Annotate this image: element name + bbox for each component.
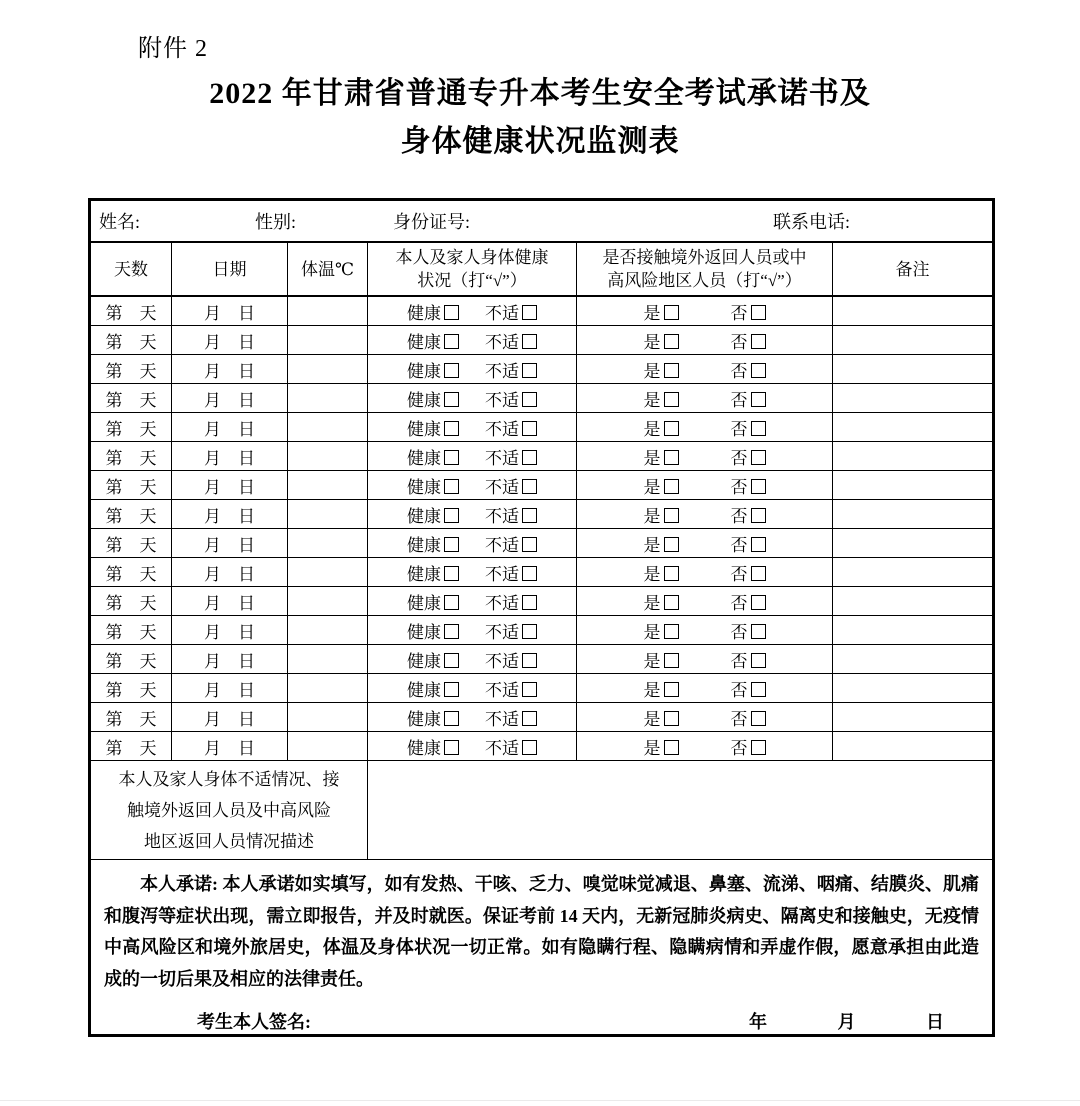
table-data-section: [90, 296, 994, 761]
contact-no-checkbox: [751, 450, 766, 465]
note-cell: [833, 587, 994, 616]
note-cell: [833, 471, 994, 500]
health-ok-label: 健康: [407, 448, 441, 468]
description-line3: 地区返回人员情况描述: [144, 831, 314, 851]
monitor-row: [90, 500, 994, 529]
monitor-row: [90, 674, 994, 703]
health-ok-checkbox: [444, 711, 459, 726]
day-cell: 第 天: [90, 674, 172, 703]
contact-no-label: 否: [730, 593, 748, 613]
day-cell: 第 天: [90, 471, 172, 500]
health-ok-label: 健康: [407, 738, 441, 758]
day-cell: 第 天: [90, 558, 172, 587]
date-cell: 月 日: [172, 645, 288, 674]
health-ok-checkbox: [444, 479, 459, 494]
note-cell: [833, 674, 994, 703]
contact-no-label: 否: [730, 506, 748, 526]
health-monitor-table: [88, 198, 995, 1037]
contact-no-checkbox: [751, 334, 766, 349]
note-cell: [833, 442, 994, 471]
info-cell: [90, 200, 994, 243]
contact-no-label: 否: [730, 332, 748, 352]
contact-risk-cell: [577, 500, 833, 529]
contact-no-checkbox: [751, 421, 766, 436]
temperature-cell: [288, 587, 368, 616]
health-status-cell: [368, 587, 577, 616]
day-cell: 第 天: [90, 442, 172, 471]
health-bad-checkbox: [522, 334, 537, 349]
date-cell: 月 日: [172, 296, 288, 326]
health-ok-label: 健康: [407, 709, 441, 729]
contact-risk-cell: [577, 529, 833, 558]
health-bad-checkbox: [522, 450, 537, 465]
description-label-cell: [90, 761, 368, 860]
health-ok-checkbox: [444, 740, 459, 755]
monitor-row: [90, 471, 994, 500]
contact-no-label: 否: [730, 390, 748, 410]
note-cell: [833, 529, 994, 558]
page-bottom-edge: [0, 1100, 1080, 1101]
title-line-2: 身体健康状况监测表: [400, 125, 680, 158]
commitment-text: 本人承诺: 本人承诺如实填写，如有发热、干咳、乏力、嗅觉味觉减退、鼻塞、流涕、咽痛、结膜炎、肌痛和腹泻等症状出现，需立即报告，并及时就医。保证考前 14 天内，无新冠肺炎病史、隔离史和接触史，无疫情中高风险区和境外旅居史，体温及身体状况一切正常。如有隐瞒行程、隐瞒病情和弄虚作假，愿意承担由此造成的一切后果及相应的法律责任。: [104, 874, 979, 989]
contact-no-checkbox: [751, 566, 766, 581]
contact-yes-label: 是: [643, 651, 661, 671]
contact-no-checkbox: [751, 479, 766, 494]
monitor-row: [90, 732, 994, 761]
description-blank-area: [368, 761, 994, 860]
contact-yes-label: 是: [643, 709, 661, 729]
contact-no-checkbox: [751, 363, 766, 378]
phone-label: 联系电话:: [773, 212, 851, 232]
contact-no-checkbox: [751, 392, 766, 407]
contact-yes-label: 是: [643, 506, 661, 526]
note-cell: [833, 616, 994, 645]
health-status-cell: [368, 355, 577, 384]
contact-risk-cell: [577, 587, 833, 616]
health-bad-checkbox: [522, 421, 537, 436]
day-cell: 第 天: [90, 500, 172, 529]
contact-risk-cell: [577, 384, 833, 413]
health-ok-label: 健康: [407, 361, 441, 381]
header-contact-risk: [577, 242, 833, 296]
note-cell: [833, 645, 994, 674]
contact-yes-checkbox: [664, 392, 679, 407]
health-ok-checkbox: [444, 334, 459, 349]
health-status-cell: [368, 732, 577, 761]
day-label: 日: [926, 1012, 944, 1032]
note-cell: [833, 384, 994, 413]
header-day: 天数: [90, 242, 172, 296]
contact-yes-checkbox: [664, 711, 679, 726]
health-ok-checkbox: [444, 392, 459, 407]
monitor-row: [90, 529, 994, 558]
contact-no-label: 否: [730, 361, 748, 381]
contact-yes-label: 是: [643, 448, 661, 468]
monitor-row: [90, 442, 994, 471]
note-cell: [833, 558, 994, 587]
day-cell: 第 天: [90, 355, 172, 384]
health-bad-label: 不适: [485, 506, 519, 526]
health-bad-label: 不适: [485, 680, 519, 700]
health-ok-label: 健康: [407, 622, 441, 642]
contact-yes-label: 是: [643, 680, 661, 700]
health-bad-label: 不适: [485, 448, 519, 468]
health-bad-label: 不适: [485, 738, 519, 758]
health-bad-checkbox: [522, 392, 537, 407]
month-label: 月: [837, 1012, 856, 1032]
health-ok-label: 健康: [407, 651, 441, 671]
temperature-cell: [288, 442, 368, 471]
contact-yes-checkbox: [664, 479, 679, 494]
year-label: 年: [749, 1012, 767, 1032]
contact-no-label: 否: [730, 535, 748, 555]
contact-yes-checkbox: [664, 508, 679, 523]
health-bad-checkbox: [522, 537, 537, 552]
health-bad-checkbox: [522, 479, 537, 494]
health-bad-label: 不适: [485, 477, 519, 497]
temperature-cell: [288, 471, 368, 500]
contact-yes-label: 是: [643, 477, 661, 497]
day-cell: 第 天: [90, 413, 172, 442]
contact-risk-cell: [577, 326, 833, 355]
health-ok-label: 健康: [407, 390, 441, 410]
contact-no-label: 否: [730, 651, 748, 671]
header-contact-line1: 是否接触境外返回人员或中: [602, 248, 807, 267]
contact-yes-checkbox: [664, 653, 679, 668]
date-cell: 月 日: [172, 587, 288, 616]
health-ok-checkbox: [444, 566, 459, 581]
contact-risk-cell: [577, 732, 833, 761]
health-status-cell: [368, 296, 577, 326]
monitor-row: [90, 296, 994, 326]
temperature-cell: [288, 529, 368, 558]
contact-risk-cell: [577, 413, 833, 442]
health-bad-checkbox: [522, 595, 537, 610]
monitor-row: [90, 355, 994, 384]
contact-no-checkbox: [751, 682, 766, 697]
header-date: 日期: [172, 242, 288, 296]
health-bad-label: 不适: [485, 361, 519, 381]
contact-yes-checkbox: [664, 682, 679, 697]
contact-yes-checkbox: [664, 450, 679, 465]
health-status-cell: [368, 442, 577, 471]
health-status-cell: [368, 674, 577, 703]
header-health-status: [368, 242, 577, 296]
health-ok-label: 健康: [407, 506, 441, 526]
contact-risk-cell: [577, 296, 833, 326]
health-status-cell: [368, 529, 577, 558]
monitor-row: [90, 616, 994, 645]
health-bad-label: 不适: [485, 419, 519, 439]
signature-date: [749, 1008, 944, 1034]
contact-no-label: 否: [730, 448, 748, 468]
contact-no-label: 否: [730, 303, 748, 323]
health-ok-checkbox: [444, 363, 459, 378]
health-bad-checkbox: [522, 624, 537, 639]
date-cell: 月 日: [172, 529, 288, 558]
commitment-cell: [90, 860, 994, 1036]
health-bad-checkbox: [522, 711, 537, 726]
contact-yes-label: 是: [643, 738, 661, 758]
date-cell: 月 日: [172, 558, 288, 587]
header-contact-line2: 高风险地区人员（打“√”）: [607, 271, 802, 290]
header-temperature: 体温℃: [288, 242, 368, 296]
contact-yes-label: 是: [643, 622, 661, 642]
health-bad-checkbox: [522, 682, 537, 697]
day-cell: 第 天: [90, 529, 172, 558]
monitor-row: [90, 558, 994, 587]
temperature-cell: [288, 355, 368, 384]
commitment-row: [90, 860, 994, 1036]
health-status-cell: [368, 471, 577, 500]
temperature-cell: [288, 558, 368, 587]
contact-no-label: 否: [730, 419, 748, 439]
contact-no-checkbox: [751, 305, 766, 320]
temperature-cell: [288, 500, 368, 529]
header-note: 备注: [833, 242, 994, 296]
temperature-cell: [288, 645, 368, 674]
note-cell: [833, 413, 994, 442]
contact-no-checkbox: [751, 595, 766, 610]
health-bad-checkbox: [522, 508, 537, 523]
date-cell: 月 日: [172, 732, 288, 761]
contact-no-checkbox: [751, 537, 766, 552]
contact-risk-cell: [577, 471, 833, 500]
health-ok-label: 健康: [407, 419, 441, 439]
date-cell: 月 日: [172, 326, 288, 355]
day-cell: 第 天: [90, 703, 172, 732]
health-ok-checkbox: [444, 537, 459, 552]
health-bad-label: 不适: [485, 390, 519, 410]
contact-risk-cell: [577, 703, 833, 732]
health-bad-checkbox: [522, 566, 537, 581]
health-status-cell: [368, 703, 577, 732]
health-ok-checkbox: [444, 682, 459, 697]
title-line-1: 2022 年甘肃省普通专升本考生安全考试承诺书及: [209, 77, 871, 110]
monitor-row: [90, 413, 994, 442]
date-cell: 月 日: [172, 500, 288, 529]
health-ok-checkbox: [444, 450, 459, 465]
contact-risk-cell: [577, 674, 833, 703]
contact-risk-cell: [577, 645, 833, 674]
date-cell: 月 日: [172, 384, 288, 413]
health-ok-checkbox: [444, 653, 459, 668]
contact-yes-checkbox: [664, 595, 679, 610]
description-line1: 本人及家人身体不适情况、接: [118, 769, 340, 789]
health-ok-checkbox: [444, 624, 459, 639]
contact-yes-checkbox: [664, 740, 679, 755]
contact-no-label: 否: [730, 622, 748, 642]
temperature-cell: [288, 732, 368, 761]
monitor-row: [90, 384, 994, 413]
contact-risk-cell: [577, 355, 833, 384]
date-cell: 月 日: [172, 413, 288, 442]
contact-yes-label: 是: [643, 390, 661, 410]
health-ok-checkbox: [444, 508, 459, 523]
health-bad-label: 不适: [485, 332, 519, 352]
contact-no-label: 否: [730, 709, 748, 729]
monitor-row: [90, 645, 994, 674]
document-title: [0, 70, 1080, 166]
health-status-cell: [368, 326, 577, 355]
temperature-cell: [288, 326, 368, 355]
health-ok-checkbox: [444, 421, 459, 436]
contact-no-checkbox: [751, 624, 766, 639]
contact-no-checkbox: [751, 653, 766, 668]
contact-yes-label: 是: [643, 332, 661, 352]
day-cell: 第 天: [90, 326, 172, 355]
note-cell: [833, 703, 994, 732]
contact-yes-label: 是: [643, 303, 661, 323]
health-bad-label: 不适: [485, 651, 519, 671]
health-bad-checkbox: [522, 740, 537, 755]
contact-yes-label: 是: [643, 361, 661, 381]
table-head-section: [90, 200, 994, 297]
contact-yes-checkbox: [664, 421, 679, 436]
contact-no-checkbox: [751, 508, 766, 523]
info-row: [90, 200, 994, 243]
health-bad-checkbox: [522, 363, 537, 378]
contact-yes-label: 是: [643, 535, 661, 555]
contact-yes-label: 是: [643, 593, 661, 613]
temperature-cell: [288, 384, 368, 413]
header-health-line2: 状况（打“√”）: [417, 271, 527, 290]
health-bad-label: 不适: [485, 593, 519, 613]
signature-label: 考生本人签名:: [197, 1012, 311, 1032]
health-status-cell: [368, 500, 577, 529]
contact-no-label: 否: [730, 738, 748, 758]
gender-label: 性别:: [255, 212, 297, 232]
name-label: 姓名:: [99, 212, 141, 232]
day-cell: 第 天: [90, 587, 172, 616]
column-header-row: [90, 242, 994, 296]
health-ok-label: 健康: [407, 564, 441, 584]
date-cell: 月 日: [172, 471, 288, 500]
health-status-cell: [368, 645, 577, 674]
contact-risk-cell: [577, 442, 833, 471]
description-row: [90, 761, 994, 860]
header-health-line1: 本人及家人身体健康: [395, 248, 549, 267]
contact-no-checkbox: [751, 711, 766, 726]
health-status-cell: [368, 558, 577, 587]
health-ok-label: 健康: [407, 332, 441, 352]
health-bad-checkbox: [522, 305, 537, 320]
note-cell: [833, 326, 994, 355]
date-cell: 月 日: [172, 674, 288, 703]
note-cell: [833, 355, 994, 384]
health-bad-label: 不适: [485, 622, 519, 642]
health-ok-label: 健康: [407, 535, 441, 555]
health-bad-label: 不适: [485, 564, 519, 584]
health-ok-label: 健康: [407, 680, 441, 700]
monitor-row: [90, 703, 994, 732]
health-status-cell: [368, 384, 577, 413]
contact-yes-checkbox: [664, 624, 679, 639]
contact-yes-label: 是: [643, 419, 661, 439]
health-bad-label: 不适: [485, 709, 519, 729]
date-cell: 月 日: [172, 355, 288, 384]
contact-yes-checkbox: [664, 334, 679, 349]
description-line2: 触境外返回人员及中高风险: [127, 800, 331, 820]
signature-line: [197, 1008, 944, 1034]
health-ok-label: 健康: [407, 303, 441, 323]
health-ok-checkbox: [444, 305, 459, 320]
health-status-cell: [368, 616, 577, 645]
monitor-row: [90, 587, 994, 616]
day-cell: 第 天: [90, 732, 172, 761]
temperature-cell: [288, 616, 368, 645]
attachment-label: 附件 2: [138, 36, 208, 62]
temperature-cell: [288, 413, 368, 442]
day-cell: 第 天: [90, 645, 172, 674]
day-cell: 第 天: [90, 296, 172, 326]
contact-yes-checkbox: [664, 566, 679, 581]
day-cell: 第 天: [90, 384, 172, 413]
health-status-cell: [368, 413, 577, 442]
table-foot-section: [90, 761, 994, 1036]
health-bad-label: 不适: [485, 535, 519, 555]
contact-risk-cell: [577, 616, 833, 645]
date-cell: 月 日: [172, 616, 288, 645]
contact-no-checkbox: [751, 740, 766, 755]
contact-yes-checkbox: [664, 537, 679, 552]
health-ok-label: 健康: [407, 593, 441, 613]
date-cell: 月 日: [172, 703, 288, 732]
contact-yes-checkbox: [664, 363, 679, 378]
temperature-cell: [288, 296, 368, 326]
day-cell: 第 天: [90, 616, 172, 645]
note-cell: [833, 296, 994, 326]
health-bad-checkbox: [522, 653, 537, 668]
date-cell: 月 日: [172, 442, 288, 471]
health-ok-label: 健康: [407, 477, 441, 497]
contact-no-label: 否: [730, 477, 748, 497]
contact-yes-label: 是: [643, 564, 661, 584]
note-cell: [833, 500, 994, 529]
temperature-cell: [288, 703, 368, 732]
contact-yes-checkbox: [664, 305, 679, 320]
contact-no-label: 否: [730, 680, 748, 700]
monitor-row: [90, 326, 994, 355]
contact-risk-cell: [577, 558, 833, 587]
note-cell: [833, 732, 994, 761]
id-number-label: 身份证号:: [393, 212, 471, 232]
contact-no-label: 否: [730, 564, 748, 584]
health-ok-checkbox: [444, 595, 459, 610]
health-bad-label: 不适: [485, 303, 519, 323]
temperature-cell: [288, 674, 368, 703]
